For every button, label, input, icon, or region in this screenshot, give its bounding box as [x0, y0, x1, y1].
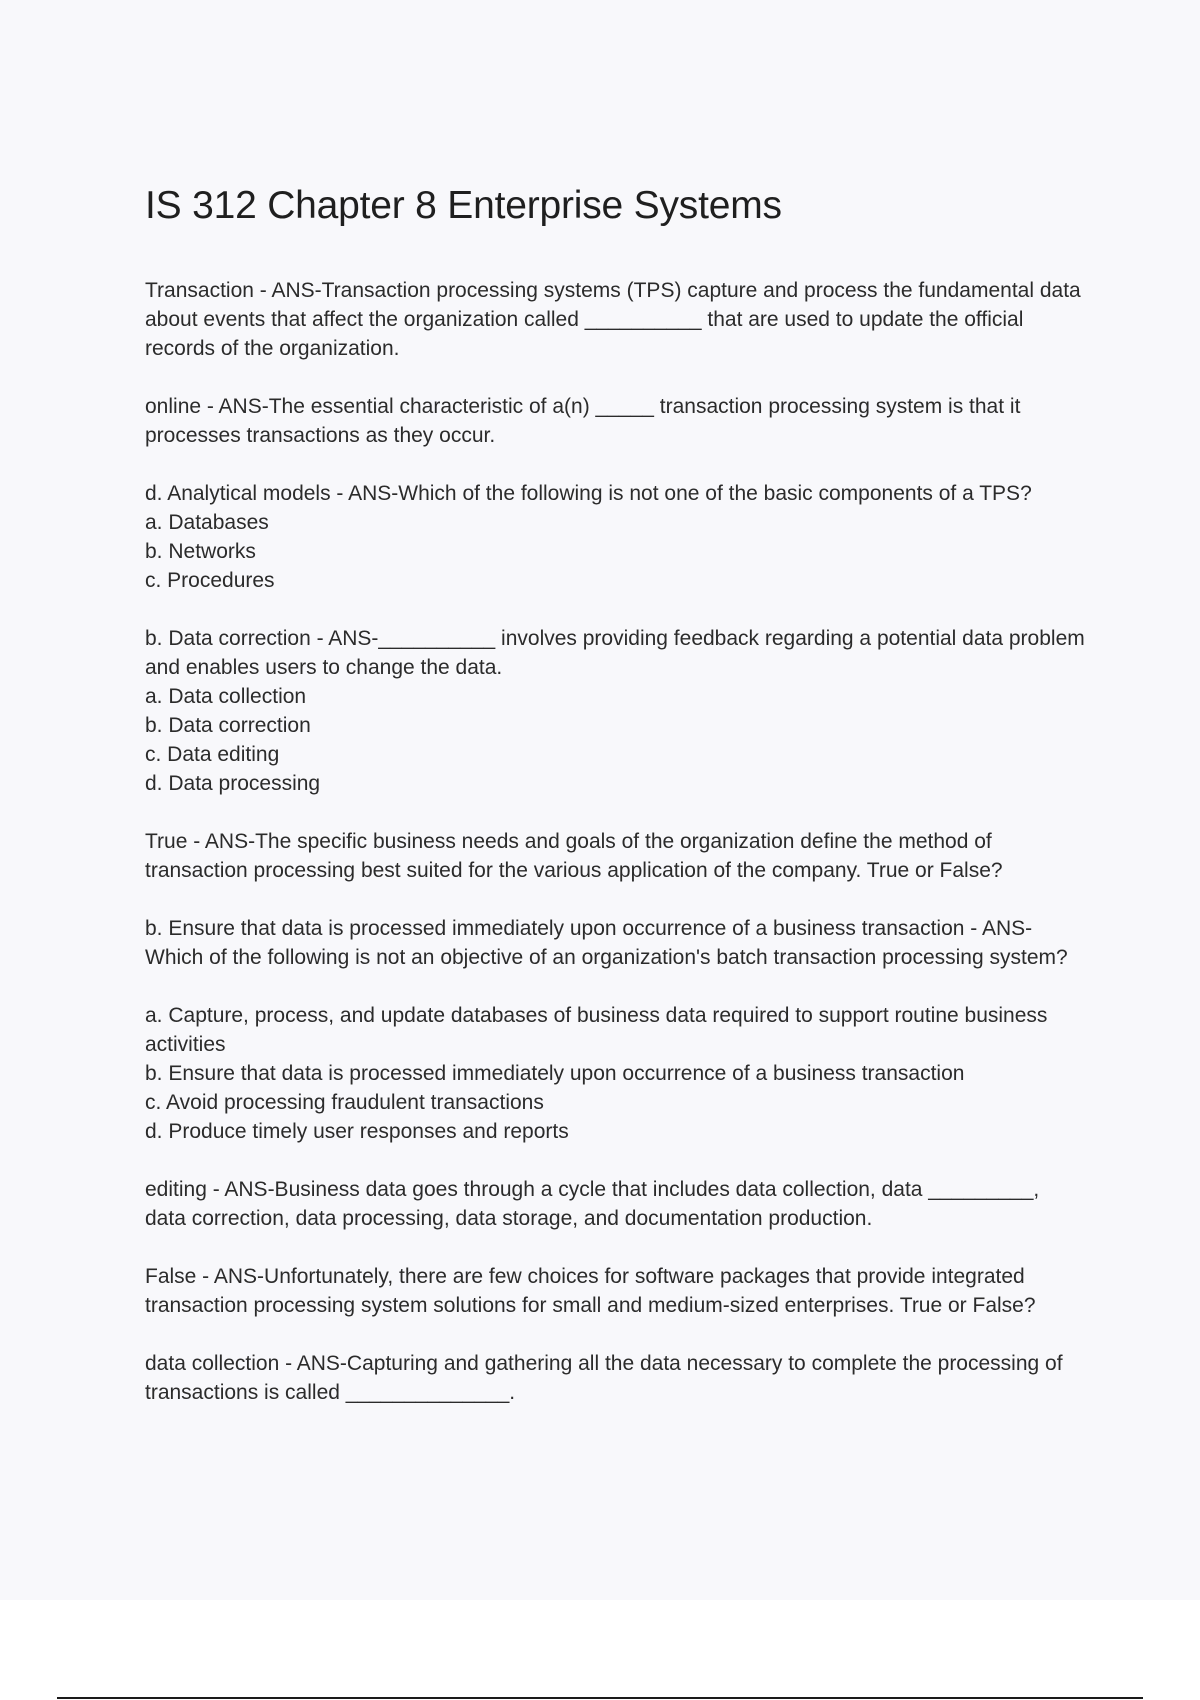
- qa-option: a. Databases: [145, 511, 269, 534]
- qa-entry: [145, 1262, 1085, 1320]
- qa-option: c. Data editing: [145, 743, 280, 766]
- qa-option: a. Capture, process, and update databases of business data required to support routine business activities: [145, 1004, 1054, 1056]
- qa-entry: [145, 1349, 1085, 1407]
- qa-option: d. Produce timely user responses and reports: [145, 1120, 569, 1143]
- qa-option: d. Data processing: [145, 772, 321, 795]
- qa-text: Transaction - ANS-Transaction processing systems (TPS) capture and process the fundamental data about events that affect the organization called __________ that are used to update the official records of the organization.: [145, 279, 1087, 360]
- qa-text: editing - ANS-Business data goes through a cycle that includes data collection, data _________, data correction, data processing, data storage, and documentation production.: [145, 1178, 1046, 1230]
- qa-text: b. Ensure that data is processed immediately upon occurrence of a business transaction - ANS-Which of the following is not an objective of an organization's batch transaction processing system?: [145, 917, 1068, 969]
- document-title: IS 312 Chapter 8 Enterprise Systems: [145, 184, 782, 227]
- qa-text: online - ANS-The essential characteristic of a(n) _____ transaction processing system is that it processes transactions as they occur.: [145, 395, 1027, 447]
- footer-divider: [57, 1697, 1143, 1699]
- qa-text: True - ANS-The specific business needs and goals of the organization define the method of transaction processing best suited for the various application of the company. True or False?: [145, 830, 1003, 882]
- qa-text: data collection - ANS-Capturing and gathering all the data necessary to complete the processing of transactions is called ______________.: [145, 1352, 1069, 1404]
- qa-text: d. Analytical models - ANS-Which of the following is not one of the basic components of a TPS?: [145, 482, 1032, 505]
- qa-option: b. Networks: [145, 540, 256, 563]
- qa-option: a. Data collection: [145, 685, 307, 708]
- qa-option: c. Procedures: [145, 569, 275, 592]
- qa-entry: [145, 827, 1085, 885]
- qa-entry: [145, 392, 1085, 450]
- qa-option: b. Ensure that data is processed immediately upon occurrence of a business transaction: [145, 1062, 965, 1085]
- qa-entry: [145, 914, 1085, 972]
- qa-entry: [145, 276, 1085, 363]
- qa-text: False - ANS-Unfortunately, there are few choices for software packages that provide integrated transaction processing system solutions for small and medium-sized enterprises. True or False?: [145, 1265, 1036, 1317]
- qa-text: b. Data correction - ANS-__________ involves providing feedback regarding a potential data problem and enables users to change the data.: [145, 627, 1091, 679]
- document-body: [145, 180, 1091, 1436]
- qa-entry: [145, 1175, 1085, 1233]
- qa-entry: [145, 1001, 1085, 1146]
- qa-option: b. Data correction: [145, 714, 311, 737]
- qa-entry: [145, 479, 1085, 595]
- qa-entry: [145, 624, 1091, 798]
- qa-option: c. Avoid processing fraudulent transactions: [145, 1091, 544, 1114]
